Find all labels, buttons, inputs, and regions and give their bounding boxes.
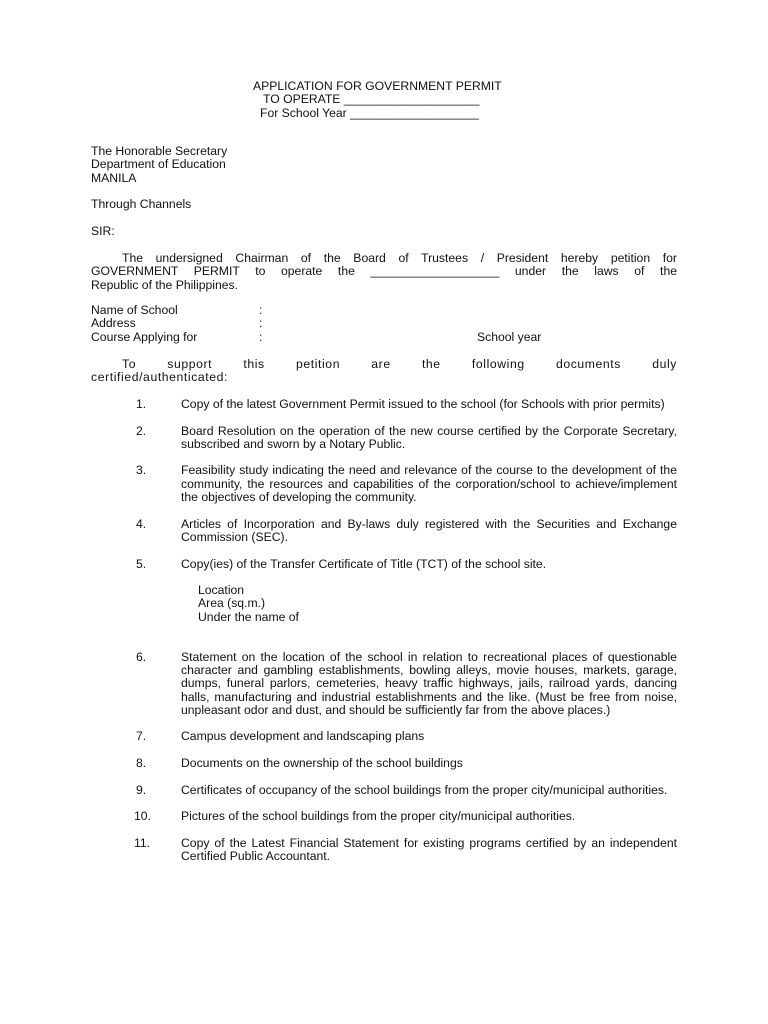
support-word: this	[243, 357, 265, 371]
intro-line-1: The undersigned Chairman of the Board of Trustees / President hereby petition for	[122, 251, 677, 265]
course-label: Course Applying for	[91, 329, 198, 344]
intro-paragraph	[91, 252, 677, 292]
addressee-block	[91, 145, 227, 185]
field-row-school	[91, 304, 677, 317]
salutation: SIR:	[91, 224, 115, 238]
addressee-line-1: The Honorable Secretary	[91, 144, 228, 158]
field-row-course	[91, 331, 677, 344]
document-title	[253, 80, 502, 120]
title-line-2: TO OPERATE ____________________	[263, 92, 480, 107]
list-item	[91, 730, 677, 743]
school-year-label: School year	[477, 329, 542, 344]
support-line-1	[91, 358, 677, 371]
item-number: 3.	[136, 463, 147, 478]
item-text: Documents on the ownership of the school buildings	[181, 756, 463, 771]
item-text: Pictures of the school buildings from the proper city/municipal authorities.	[181, 809, 576, 824]
item-text: Copy of the latest Government Permit issued to the school (for Schools with prior permits)	[181, 397, 665, 411]
item-text: Copy(ies) of the Transfer Certificate of Title (TCT) of the school site.	[181, 556, 547, 571]
title-line-1: APPLICATION FOR GOVERNMENT PERMIT	[253, 79, 502, 93]
sub-under-name: Under the name of	[198, 609, 299, 624]
list-item	[91, 810, 677, 823]
item-number: 8.	[136, 756, 147, 771]
intro-line-3: Republic of the Philippines.	[91, 277, 239, 292]
support-line-2: certified/authenticated:	[91, 370, 229, 385]
support-word: duly	[652, 357, 677, 371]
field-colon: :	[259, 316, 263, 331]
support-word: documents	[555, 357, 621, 371]
addressee-line-3: MANILA	[91, 170, 137, 185]
item-number: 6.	[136, 649, 147, 664]
field-colon: :	[259, 329, 263, 344]
item-text: Feasibility study indicating the need and relevance of the course to the development of the community, the resources and capabilities of the corporation/school to achieve/implement the objectives of developing the community.	[181, 463, 677, 505]
through-channels: Through Channels	[91, 197, 192, 211]
item-number: 4.	[136, 516, 147, 531]
list-item	[91, 651, 677, 717]
item-text: Statement on the location of the school in relation to recreational places of questionable character and gambling establishments, bowling alleys, movie houses, markets, garage, dumps, funeral parlors, cemeteries, heavy traffic highways, jails, railroad yards, dancing halls, manufacturing and industrial establishments and the like. (Must be free from noise, unpleasant odor and dust, and should be sufficiently far from the above places.)	[181, 649, 677, 717]
list-item	[91, 558, 677, 638]
list-item	[91, 837, 677, 864]
title-line-3: For School Year ___________________	[260, 105, 479, 120]
support-word: support	[167, 357, 213, 371]
field-colon: :	[259, 303, 263, 317]
item-number: 2.	[136, 423, 147, 438]
list-item	[91, 784, 677, 797]
item-number: 9.	[136, 782, 147, 797]
item-number: 1.	[136, 397, 147, 411]
item-text: Campus development and landscaping plans	[181, 729, 425, 744]
item-number: 10.	[134, 809, 151, 824]
list-item	[91, 757, 677, 770]
addressee-line-2: Department of Education	[91, 157, 226, 172]
requirements-list	[91, 398, 677, 877]
support-word: the	[421, 357, 441, 371]
item-5-sublist	[198, 584, 677, 624]
list-item	[91, 518, 677, 545]
support-word: To	[122, 357, 137, 371]
school-name-label: Name of School	[91, 303, 178, 317]
intro-line-2: GOVERNMENT PERMIT to operate the ___________________ under the laws of the	[91, 264, 677, 279]
spacer	[91, 624, 677, 637]
support-word: are	[371, 357, 391, 371]
item-number: 5.	[136, 556, 147, 571]
item-text: Articles of Incorporation and By-laws duly registered with the Securities and Exchange Commission (SEC).	[181, 516, 677, 544]
school-info-fields	[91, 304, 677, 344]
sub-area: Area (sq.m.)	[198, 596, 266, 611]
sub-location: Location	[198, 583, 245, 598]
item-number: 7.	[136, 729, 147, 744]
support-word: following	[471, 357, 525, 371]
item-text: Copy of the Latest Financial Statement for existing programs certified by an independent Certified Public Accountant.	[181, 835, 677, 864]
support-paragraph	[91, 358, 677, 385]
item-text: Board Resolution on the operation of the new course certified by the Corporate Secretary, subscribed and sworn by a Notary Public.	[181, 423, 677, 451]
list-item	[91, 425, 677, 452]
item-number: 11.	[134, 835, 151, 850]
item-text: Certificates of occupancy of the school buildings from the proper city/municipal authorities.	[181, 782, 668, 797]
support-word: petition	[295, 357, 341, 371]
address-label: Address	[91, 316, 136, 331]
list-item	[91, 398, 677, 411]
field-row-address	[91, 317, 677, 330]
list-item	[91, 464, 677, 504]
